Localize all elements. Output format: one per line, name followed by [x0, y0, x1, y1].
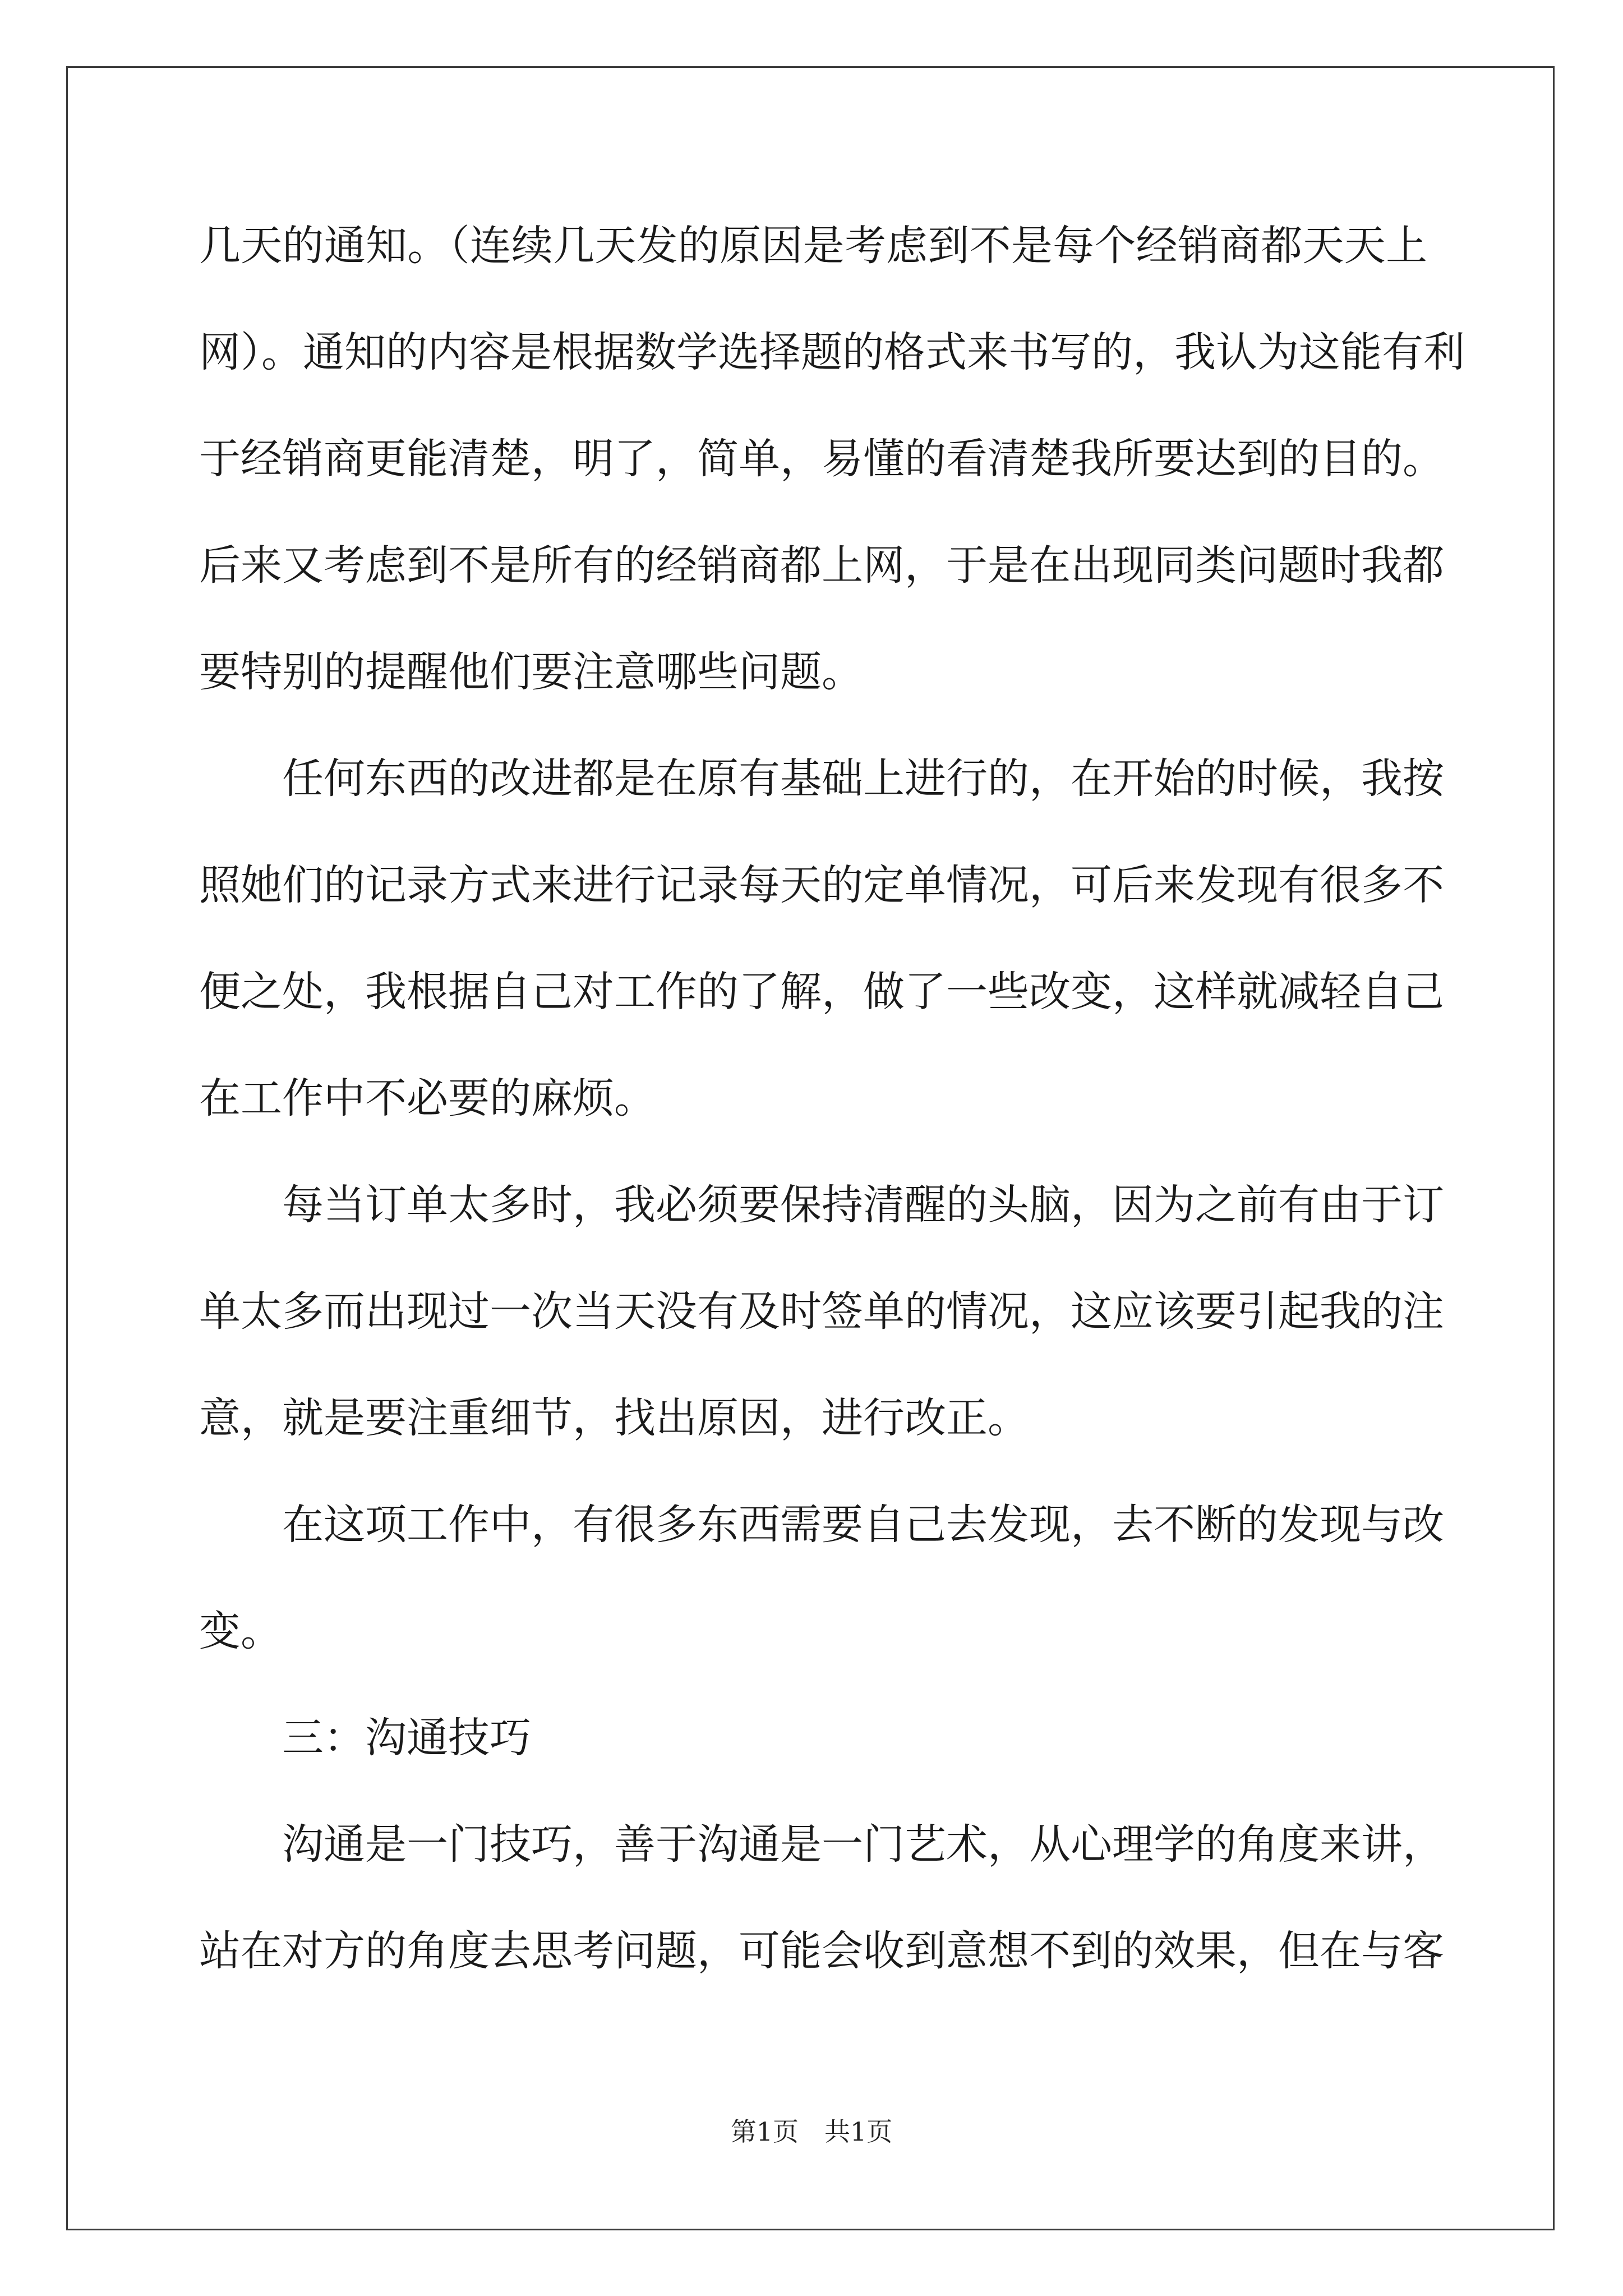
text-line: 于经销商更能清楚，明了，简单，易懂的看清楚我所要达到的目的。 — [199, 435, 1444, 483]
page-border — [66, 66, 1555, 2230]
text-line: 网）。通知的内容是根据数学选择题的格式来书写的，我认为这能有利 — [199, 328, 1465, 376]
paragraph-first-line: 在这项工作中，有很多东西需要自己去发现，去不断的发现与改 — [282, 1501, 1444, 1549]
text-line: 便之处，我根据自己对工作的了解，做了一些改变，这样就减轻自己 — [199, 968, 1444, 1016]
text-line: 几天的通知。（连续几天发的原因是考虑到不是每个经销商都天天上 — [199, 222, 1427, 270]
text-line: 要特别的提醒他们要注意哪些问题。 — [199, 648, 863, 696]
section-heading: 三：沟通技巧 — [282, 1714, 531, 1762]
paragraph-first-line: 任何东西的改进都是在原有基础上进行的，在开始的时候，我按 — [282, 754, 1444, 803]
text-line: 单太多而出现过一次当天没有及时签单的情况，这应该要引起我的注 — [199, 1287, 1444, 1336]
page-footer: 第1页 共1页 — [730, 2116, 893, 2147]
text-line: 照她们的记录方式来进行记录每天的定单情况，可后来发现有很多不 — [199, 861, 1444, 909]
paragraph-first-line: 每当订单太多时，我必须要保持清醒的头脑，因为之前有由于订 — [282, 1181, 1444, 1229]
text-line: 后来又考虑到不是所有的经销商都上网，于是在出现同类问题时我都 — [199, 541, 1444, 590]
text-line: 变。 — [199, 1607, 282, 1655]
text-line: 意，就是要注重细节，找出原因，进行改正。 — [199, 1394, 1029, 1442]
paragraph-first-line: 沟通是一门技巧，善于沟通是一门艺术，从心理学的角度来讲， — [282, 1820, 1444, 1869]
text-line: 在工作中不必要的麻烦。 — [199, 1074, 656, 1122]
text-line: 站在对方的角度去思考问题，可能会收到意想不到的效果，但在与客 — [199, 1927, 1444, 1975]
